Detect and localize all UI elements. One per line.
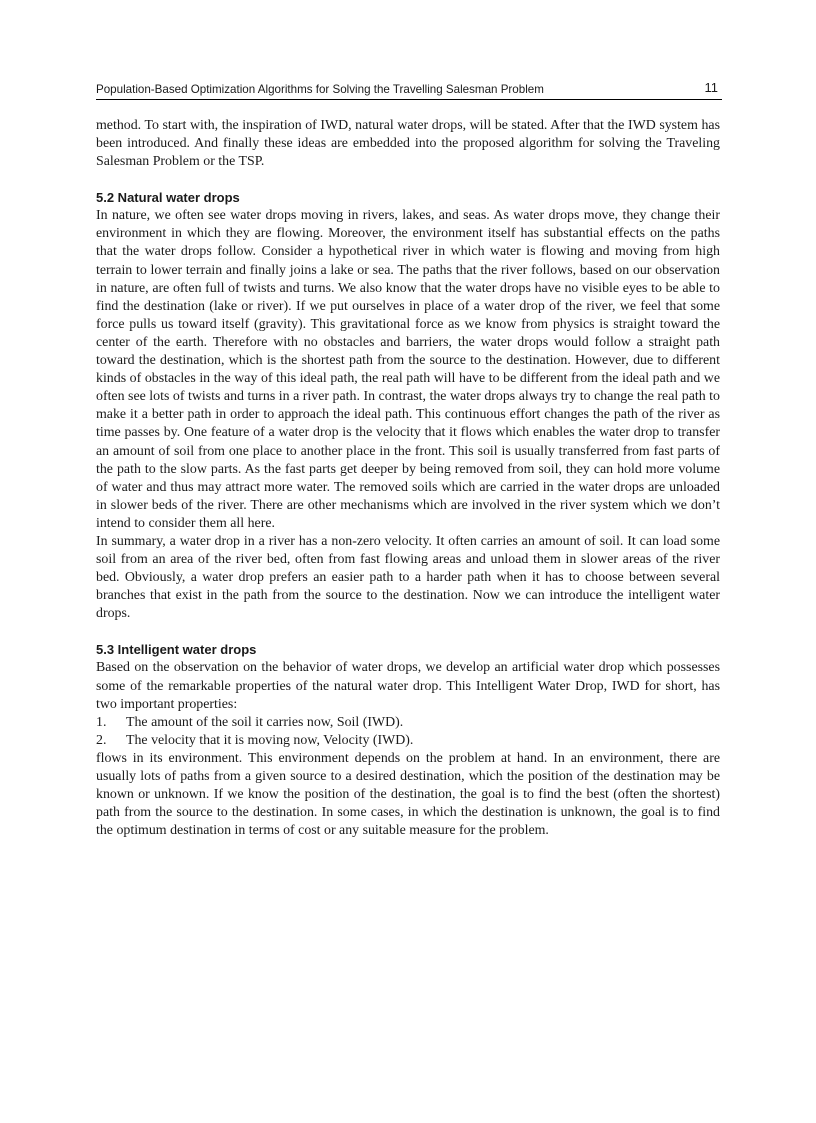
list-item-number: 1. bbox=[96, 714, 107, 730]
page-number: 11 bbox=[704, 80, 718, 95]
list-item-text: The velocity that it is moving now, Velocity (IWD). bbox=[126, 732, 414, 748]
summary-paragraph: In summary, a water drop in a river has a non-zero velocity. It often carries an amount of soil. It can load some soil from an area of the river bed, often from fast flowing areas and unload them in slower areas of the river bed. Obviously, a water drop prefers an easier path to a harder path when it has to choose between several branches that exist in the path from the source to the destination. Now we can introduce the intelligent water drops. bbox=[96, 533, 720, 622]
section-heading-natural-water-drops: 5.2 Natural water drops bbox=[96, 190, 240, 206]
natural-water-drops-paragraph: In nature, we often see water drops moving in rivers, lakes, and seas. As water drops move, they change their environment in which they are flowing. Moreover, the environment itself has substantial effects on the paths that the water drops follow. Consider a hypothetical river in which water is flowing and moving from high terrain to lower terrain and finally joins a lake or sea. The paths that the river follows, based on our observation in nature, are often full of twists and turns. We also know that the water drops have no visible eyes to be able to find the destination (lake or river). If we put ourselves in place of a water drop of the river, we feel that some force pulls us toward itself (gravity). This gravitational force as we know from physics is straight toward the center of the earth. Therefore with no obstacles and barriers, the water drops would follow a straight path toward the destination, which is the shortest path from the source to the destination. However, due to different kinds of obstacles in the way of this ideal path, the real path will have to be different from the ideal path and we often see lots of twists and turns in a river path. In contrast, the water drops always try to change the real path to make it a better path in order to approach the ideal path. This continuous effort changes the path of the river as time passes by. One feature of a water drop is the velocity that it flows which enables the water drop to transfer an amount of soil from one place to another place in the front. This soil is usually transferred from fast parts of the path to the slow parts. As the fast parts get deeper by being removed from soil, they can hold more volume of water and thus may attract more water. The removed soils which are carried in the water drops are unloaded in slower beds of the river. There are other mechanisms which are involved in the river system which we don’t intend to consider them all here. bbox=[96, 208, 720, 531]
body-text bbox=[96, 117, 720, 840]
environment-paragraph: flows in its environment. This environment depends on the problem at hand. In an environment, there are usually lots of paths from a given source to a desired destination, which the position of the destination may be known or unknown. If we know the position of the destination, the goal is to find the best (often the shortest) path from the source to the destination. In some cases, in which the destination is unknown, the goal is to find the optimum destination in terms of cost or any suitable measure for the problem. bbox=[96, 750, 720, 839]
list-item bbox=[96, 732, 720, 750]
running-title: Population-Based Optimization Algorithms for Solving the Travelling Salesman Problem bbox=[96, 83, 544, 96]
list-item bbox=[96, 714, 720, 732]
list-item-number: 2. bbox=[96, 732, 107, 748]
section-heading-intelligent-water-drops: 5.3 Intelligent water drops bbox=[96, 642, 257, 658]
intro-paragraph: method. To start with, the inspiration of IWD, natural water drops, will be stated. After that the IWD system has been introduced. And finally these ideas are embedded into the proposed algorithm for solving the Traveling Salesman Problem or the TSP. bbox=[96, 118, 720, 170]
list-item-text: The amount of the soil it carries now, Soil (IWD). bbox=[126, 714, 404, 730]
running-header bbox=[96, 81, 722, 100]
iwd-properties-list bbox=[96, 714, 720, 750]
intelligent-water-drops-intro: Based on the observation on the behavior of water drops, we develop an artificial water drop which possesses some of the remarkable properties of the natural water drop. This Intelligent Water Drop, IWD for short, has two important properties: bbox=[96, 660, 720, 712]
